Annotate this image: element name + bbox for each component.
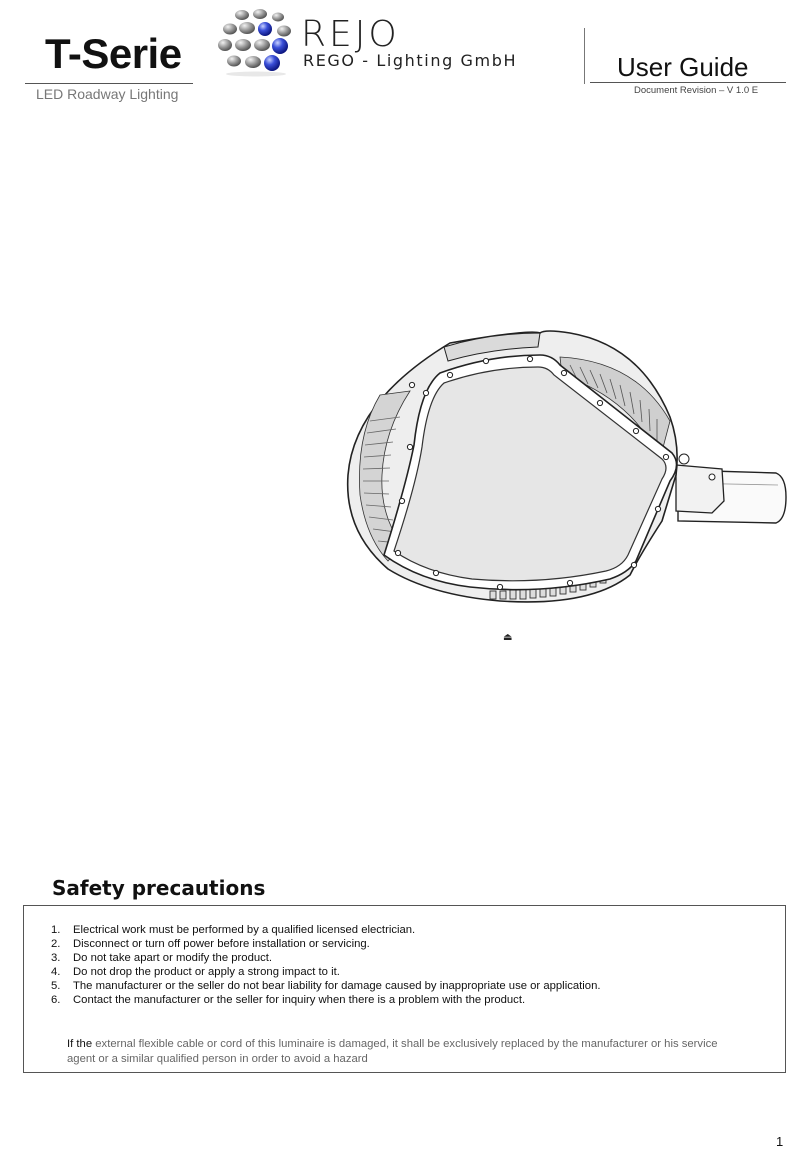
hazard-note: [67, 1037, 727, 1067]
header-rule-left: [25, 83, 193, 84]
page-number: 1: [776, 1134, 784, 1149]
precaution-item: 4. Do not drop the product or apply a strong impact to it.: [51, 966, 340, 978]
eject-icon: ⏏: [503, 632, 513, 643]
brand-company-name: REGO - Lighting GmbH: [303, 51, 518, 70]
precaution-item: 6. Contact the manufacturer or the seller for inquiry when there is a problem with the product.: [51, 994, 526, 1006]
precaution-item: 2. Disconnect or turn off power before installation or servicing.: [51, 938, 370, 950]
safety-box: [23, 905, 786, 1073]
series-title: T-Serie: [45, 30, 182, 77]
precaution-item: 3. Do not take apart or modify the product.: [51, 952, 273, 964]
logo-dots-icon: [216, 6, 298, 78]
document-revision: Document Revision – V 1.0 E: [634, 85, 759, 96]
precaution-item: 1. Electrical work must be performed by a qualified licensed electrician.: [51, 924, 416, 936]
hazard-note-lead: If the: [67, 1038, 93, 1051]
header-vertical-rule: [584, 28, 585, 84]
precaution-item: 5. The manufacturer or the seller do not bear liability for damage caused by inappropriate use or application.: [51, 980, 601, 992]
brand-wordmark: REJO: [301, 14, 400, 55]
header-rule-right: [590, 82, 786, 83]
luminaire-illustration: [340, 325, 790, 615]
safety-heading: Safety precautions: [52, 876, 266, 900]
hazard-note-text: external flexible cable or cord of this luminaire is damaged, it shall be exclusively replaced by the manufacturer or his service agent or a similar qualified person in order to avoid a hazard: [67, 1038, 718, 1066]
document-type-title: User Guide: [617, 52, 749, 82]
series-subtitle: LED Roadway Lighting: [36, 86, 179, 102]
precaution-list: [51, 923, 601, 1007]
